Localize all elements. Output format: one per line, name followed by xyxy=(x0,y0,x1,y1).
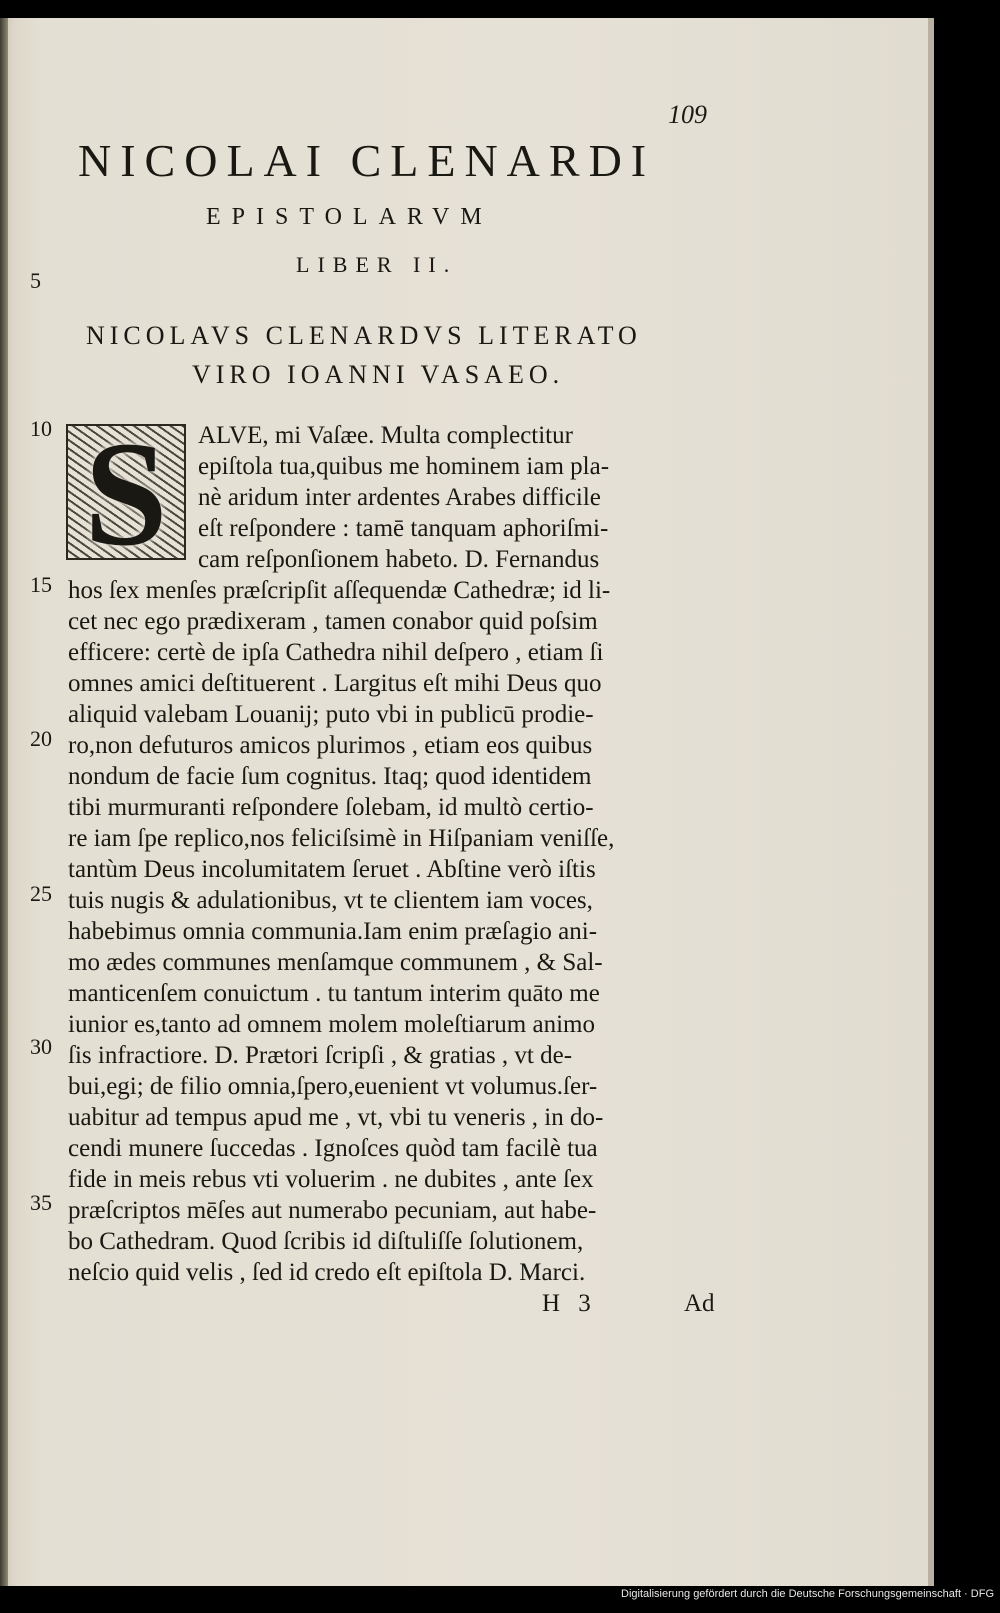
text-line: neſcio quid velis , ſed id credo eſt epiſtola D. Marci. xyxy=(68,1259,586,1286)
text-line: eſt reſpondere : tamē tanquam aphoriſmi- xyxy=(198,515,609,542)
text-line: hos ſex menſes præſcripſit aſſequendæ Cathedræ; id li- xyxy=(68,577,611,604)
text-line: mo ædes communes menſamque communem , & Sal- xyxy=(68,949,603,976)
text-line: manticenſem conuictum . tu tantum interim quāto me xyxy=(68,980,600,1007)
text-line: præſcriptos mēſes aut numerabo pecuniam, aut habe- xyxy=(68,1197,597,1224)
text-line: ro,non defuturos amicos plurimos , etiam eos quibus xyxy=(68,732,593,759)
digitization-credit: Digitalisierung gefördert durch die Deutsche Forschungsgemeinschaft · DFG xyxy=(621,1588,994,1600)
book-title: EPISTOLARVM xyxy=(206,204,493,230)
text-line: bo Cathedram. Quod ſcribis id diſtuliſſe ſolutionem, xyxy=(68,1228,584,1255)
line-number: 10 xyxy=(30,416,52,441)
line-number: 30 xyxy=(30,1034,52,1059)
text-line: tuis nugis & adulationibus, vt te clientem iam voces, xyxy=(68,887,593,914)
text-line: cendi munere ſuccedas . Ignoſces quòd tam facilè tua xyxy=(68,1135,598,1162)
line-number: 15 xyxy=(30,572,52,597)
line-number: 20 xyxy=(30,726,52,751)
text-line: omnes amici deſtituerent . Largitus eſt mihi Deus quo xyxy=(68,670,602,697)
line-number: 25 xyxy=(30,881,52,906)
folio-number: 109 xyxy=(668,100,707,129)
text-line: cam reſponſionem habeto. D. Fernandus xyxy=(198,546,600,573)
line-number: 5 xyxy=(30,268,41,293)
initial-letter: S xyxy=(84,411,168,577)
salutation-line-2: VIRO IOANNI VASAEO. xyxy=(192,360,565,389)
text-line: nè aridum inter ardentes Arabes difficile xyxy=(198,484,601,511)
text-line: iunior es,tanto ad omnem molem moleſtiarum animo xyxy=(68,1011,595,1038)
text-line: aliquid valebam Louanij; puto vbi in publicū prodie- xyxy=(68,701,594,728)
text-line: cet nec ego prædixeram , tamen conabor quid poſsim xyxy=(68,608,598,635)
text-line: tantùm Deus incolumitatem ſeruet . Abſtine verò iſtis xyxy=(68,856,596,883)
running-title: NICOLAI CLENARDI xyxy=(78,135,656,186)
text-line: ſis infractiore. D. Prætori ſcripſi , & gratias , vt de- xyxy=(68,1042,573,1069)
text-line: uabitur ad tempus apud me , vt, vbi tu veneris , in do- xyxy=(68,1104,604,1131)
catchword: Ad xyxy=(684,1290,715,1317)
text-line: tibi murmuranti reſpondere ſolebam, id multò certio- xyxy=(68,794,594,821)
line-number: 35 xyxy=(30,1190,52,1215)
text-line: habebimus omnia communia.Iam enim præſagio ani- xyxy=(68,918,598,945)
salutation-line-1: NICOLAVS CLENARDVS LITERATO xyxy=(86,321,642,350)
text-line: efficere: certè de ipſa Cathedra nihil deſpero , etiam ſi xyxy=(68,639,604,666)
text-line: epiſtola tua,quibus me hominem iam pla- xyxy=(198,453,610,480)
text-line: fide in meis rebus vti voluerim . ne dubites , ante ſex xyxy=(68,1166,594,1193)
text-line: re iam ſpe replico,nos feliciſsimè in Hiſpaniam veniſſe, xyxy=(68,825,615,852)
text-line: bui,egi; de filio omnia,ſpero,euenient vt volumus.ſer- xyxy=(68,1073,598,1100)
decorated-initial xyxy=(66,411,186,577)
book-number: LIBER II. xyxy=(296,252,458,277)
text-line: ALVE, mi Vaſæe. Multa complectitur xyxy=(198,422,573,449)
book-page xyxy=(0,18,934,1586)
text-line: nondum de facie ſum cognitus. Itaq; quod identidem xyxy=(68,763,592,790)
book-spine-shadow xyxy=(0,18,8,1586)
signature-mark: H 3 xyxy=(542,1290,597,1317)
